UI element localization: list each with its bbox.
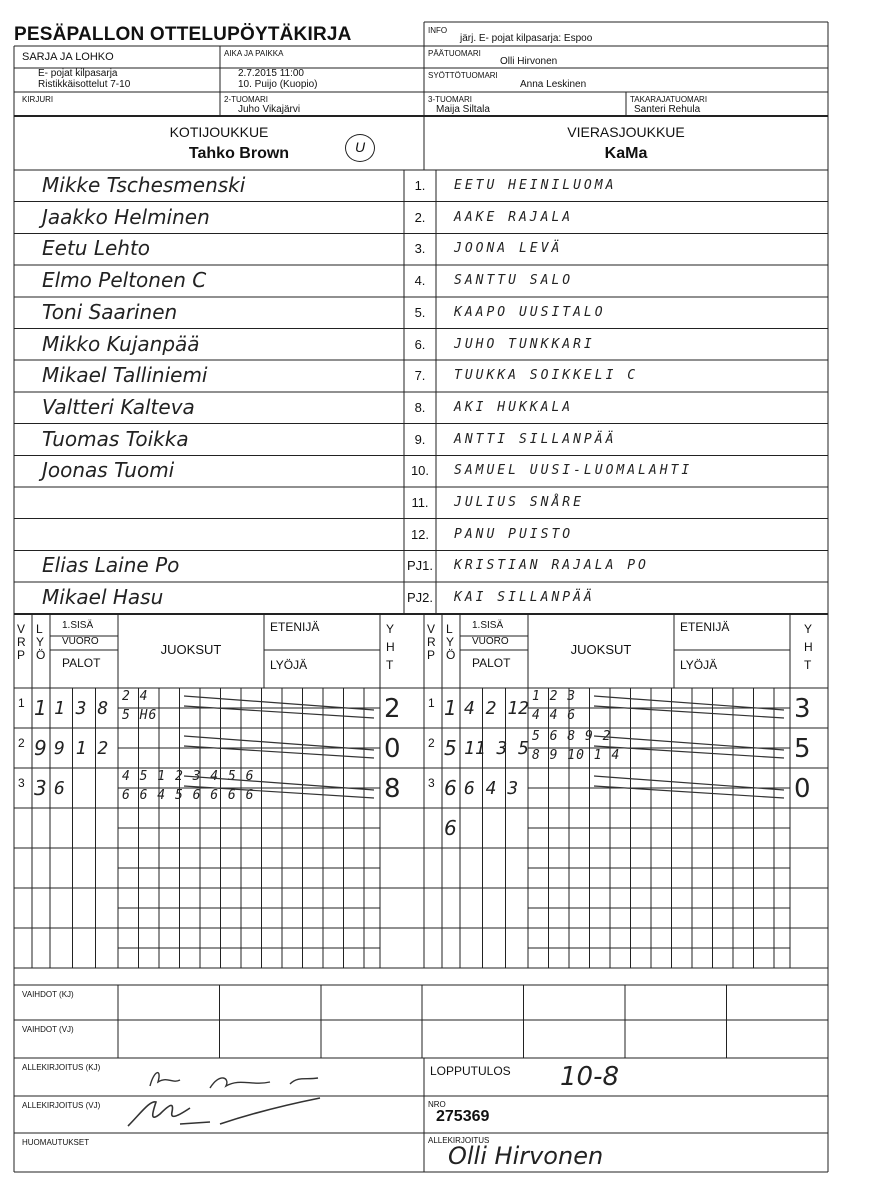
away-inning-row (424, 768, 828, 808)
away-player-name: EETU HEINILUOMA (454, 178, 617, 193)
tuomari3-value: Maija Siltala (436, 104, 490, 115)
home-team-mark: U (345, 134, 375, 162)
inning-palot: 6 (54, 778, 65, 799)
sarja-line1: E- pojat kilpasarja (38, 68, 118, 79)
inning-lyo: 5 (444, 736, 457, 760)
home-team-name: Tahko Brown (188, 145, 290, 162)
paatuomari-label: PÄÄTUOMARI (428, 49, 481, 58)
lyo-header: Ö (446, 648, 456, 662)
player-number: 8. (414, 399, 426, 415)
lyoja-header: LYÖJÄ (680, 658, 718, 672)
home-player-name: Eetu Lehto (42, 236, 151, 261)
roster-row (14, 329, 828, 361)
info-value: järj. E- pojat kilpasarja: Espoo (460, 33, 593, 44)
inning-palot: 9 1 2 (54, 738, 109, 759)
player-number: 9. (414, 431, 426, 447)
inning-runs-bottom: 6 6 4 5 6 6 6 6 (122, 788, 255, 803)
away-player-name: KAAPO UUSITALO (454, 304, 606, 320)
yht-header: H (804, 640, 813, 654)
tuomari2-label: 2-TUOMARI (224, 95, 268, 104)
away-player-name: ANTTI SILLANPÄÄ (454, 431, 617, 447)
inning-total: 0 (794, 774, 811, 804)
inning-total: 0 (384, 734, 401, 764)
tuomari2-value: Juho Vikajärvi (238, 104, 301, 115)
home-player-name: Elmo Peltonen C (42, 268, 207, 293)
kirjuri-label: KIRJURI (22, 95, 54, 104)
roster-row (14, 424, 828, 456)
aika-label: AIKA JA PAIKKA (224, 49, 284, 58)
roster-row (14, 487, 828, 519)
home-player-name: Mikael Hasu (42, 585, 164, 610)
away-player-name: JULIUS SNÅRE (454, 495, 584, 510)
inning-total: 8 (384, 774, 401, 804)
juoksut-header: JUOKSUT (570, 642, 632, 657)
lyoja-header: LYÖJÄ (270, 658, 308, 672)
inning-vrp: 2 (428, 736, 435, 750)
inning-lyo: 3 (34, 776, 47, 800)
inning-palot: 1 3 8 (54, 698, 109, 719)
yht-header: T (804, 658, 812, 672)
inning-vrp: 1 (428, 696, 435, 710)
home-player-name: Toni Saarinen (42, 299, 178, 324)
player-number: 3. (414, 241, 426, 257)
player-number: 4. (414, 273, 426, 289)
vaihdot-vj-label: VAIHDOT (VJ) (22, 1025, 74, 1034)
vaihdot-kj-label: VAIHDOT (KJ) (22, 990, 74, 999)
home-player-name: Valtteri Kalteva (42, 394, 195, 419)
away-inning-row (424, 728, 828, 768)
vuoro-header: VUORO (62, 636, 99, 647)
strike-lines (594, 768, 844, 808)
huomautukset-label: HUOMAUTUKSET (22, 1138, 90, 1147)
roster-row (14, 170, 828, 202)
home-player-name: Mikke Tschesmenski (42, 173, 246, 197)
info-label: INFO (428, 26, 448, 35)
lyo-header: L (446, 622, 453, 636)
yht-header: H (386, 640, 395, 654)
inning-total: 3 (794, 694, 811, 724)
inning-runs-bottom: 4 4 6 (532, 708, 577, 723)
player-number: 6. (414, 336, 426, 352)
inning-runs-top: 4 5 1 2 3 4 5 6 (122, 769, 255, 784)
inning-vrp: 2 (18, 736, 25, 750)
etenija-header: ETENIJÄ (270, 620, 320, 634)
home-player-name: Mikko Kujanpää (42, 331, 200, 356)
player-number: 7. (414, 368, 426, 384)
home-player-name: Elias Laine Po (42, 553, 180, 578)
syottotuomari-value: Anna Leskinen (520, 79, 587, 90)
roster-row (14, 455, 828, 487)
vrp-header: V (427, 622, 436, 636)
home-team-label: KOTIJOUKKUE (169, 124, 269, 140)
inning-palot: 6 4 3 (464, 778, 519, 799)
aika-line1: 2.7.2015 11:00 (238, 68, 304, 79)
roster-row (14, 233, 828, 265)
tuomari3-label: 3-TUOMARI (428, 95, 472, 104)
away-inning-row (424, 688, 828, 728)
inning-runs-top: 5 6 8 9 2 (532, 729, 612, 744)
syottotuomari-label: SYÖTTÖTUOMARI (428, 71, 498, 80)
nro-label: NRO (428, 1100, 446, 1109)
away-player-name: SANTTU SALO (454, 273, 574, 289)
player-number: 5. (414, 304, 426, 320)
inning-palot: 4 2 12 (464, 698, 530, 719)
inning-runs-bottom: 5 H6 (122, 708, 158, 723)
home-score-header (14, 614, 418, 688)
inning-lyo: 6 (444, 816, 457, 840)
etenija-header: ETENIJÄ (680, 620, 730, 634)
allekirjoitus-vj-label: ALLEKIRJOITUS (VJ) (22, 1101, 101, 1110)
yht-header: T (386, 658, 394, 672)
roster-row (14, 202, 828, 234)
referee-signature: Olli Hirvonen (448, 1142, 604, 1170)
form-title: PESÄPALLON OTTELUPÖYTÄKIRJA (14, 24, 352, 45)
away-player-name: TUUKKA SOIKKELI C (454, 368, 639, 384)
vrp-header: P (427, 648, 436, 662)
home-player-name: Tuomas Toikka (42, 426, 189, 451)
takarajatuomari-label: TAKARAJATUOMARI (630, 95, 708, 104)
inning-vrp: 3 (18, 776, 25, 790)
away-team-name: KaMa (604, 145, 648, 162)
inning-vrp: 3 (428, 776, 435, 790)
inning-lyo: 6 (444, 776, 457, 800)
vrp-header: P (17, 648, 26, 662)
inning-vrp: 1 (18, 696, 25, 710)
roster-row (14, 360, 828, 392)
inning-total: 5 (794, 734, 811, 764)
away-player-name: AAKE RAJALA (454, 209, 574, 225)
player-number: 1. (414, 178, 426, 193)
paatuomari-value: Olli Hirvonen (500, 56, 558, 67)
home-inning-row (14, 728, 418, 768)
roster-row (14, 392, 828, 424)
away-player-name: JOONA LEVÄ (454, 241, 563, 257)
away-score-header (424, 614, 828, 688)
vuoro-header: VUORO (472, 636, 509, 647)
player-number: 12. (410, 526, 430, 542)
yht-header: Y (386, 622, 395, 636)
home-player-name: Jaakko Helminen (42, 204, 210, 229)
roster-row (14, 519, 828, 551)
away-player-name: KRISTIAN RAJALA PO (454, 558, 649, 574)
away-inning-row (424, 808, 828, 848)
inning-lyo: 1 (444, 696, 457, 720)
player-number: PJ2. (406, 590, 433, 606)
away-player-name: SAMUEL UUSI-LUOMALAHTI (454, 463, 693, 479)
strike-lines (184, 728, 434, 768)
inning-runs-top: 1 2 3 (532, 689, 577, 704)
inning-palot: 11 3 5 (464, 738, 530, 759)
yht-header: Y (804, 622, 813, 636)
strike-lines (184, 688, 434, 728)
lyo-header: Y (446, 635, 455, 649)
aika-line2: 10. Puijo (Kuopio) (238, 79, 318, 90)
sisa-header: 1.SISÄ (62, 620, 94, 631)
inning-runs-top: 2 4 (122, 689, 149, 704)
lyo-header: L (36, 622, 43, 636)
takarajatuomari-value: Santeri Rehula (634, 104, 701, 115)
strike-lines (184, 768, 434, 808)
away-player-name: PANU PUISTO (454, 526, 574, 542)
sisa-header: 1.SISÄ (472, 620, 504, 631)
inning-lyo: 1 (34, 696, 47, 720)
home-player-name: Mikael Talliniemi (42, 363, 208, 388)
lyo-header: Y (36, 635, 45, 649)
player-number: 11. (411, 495, 429, 510)
roster-row (14, 297, 828, 329)
strike-lines (594, 728, 844, 768)
palot-header: PALOT (62, 656, 101, 670)
home-inning-row (14, 688, 418, 728)
inning-lyo: 9 (34, 736, 47, 760)
lyo-header: Ö (36, 648, 46, 662)
vrp-header: V (17, 622, 26, 636)
roster-row (14, 582, 828, 614)
allekirjoitus-kj-label: ALLEKIRJOITUS (KJ) (22, 1063, 101, 1072)
roster-row (14, 265, 828, 297)
roster-row (14, 550, 828, 582)
home-inning-row (14, 768, 418, 808)
lopputulos-value: 10-8 (560, 1062, 620, 1092)
home-player-name: Joonas Tuomi (42, 458, 175, 483)
away-player-name: JUHO TUNKKARI (454, 336, 595, 352)
vrp-header: R (427, 635, 436, 649)
vrp-header: R (17, 635, 26, 649)
vj-signature (120, 1094, 350, 1134)
player-number: 2. (414, 209, 426, 225)
player-number: 10. (410, 463, 430, 479)
inning-total: 2 (384, 694, 401, 724)
palot-header: PALOT (472, 656, 511, 670)
allekirjoitus-label: ALLEKIRJOITUS (428, 1136, 490, 1145)
lopputulos-label: LOPPUTULOS (430, 1064, 511, 1078)
away-player-name: AKI HUKKALA (454, 399, 574, 415)
player-number: PJ1. (406, 558, 433, 574)
away-player-name: KAI SILLANPÄÄ (454, 590, 595, 606)
nro-value: 275369 (436, 1108, 490, 1125)
sarja-line2: Ristikkäisottelut 7-10 (38, 79, 131, 90)
sarja-label: SARJA JA LOHKO (22, 51, 114, 63)
inning-runs-bottom: 8 9 10 1 4 (532, 748, 621, 763)
kj-signature (140, 1058, 340, 1098)
juoksut-header: JUOKSUT (160, 642, 222, 657)
away-team-label: VIERASJOUKKUE (567, 124, 685, 140)
strike-lines (594, 688, 844, 728)
